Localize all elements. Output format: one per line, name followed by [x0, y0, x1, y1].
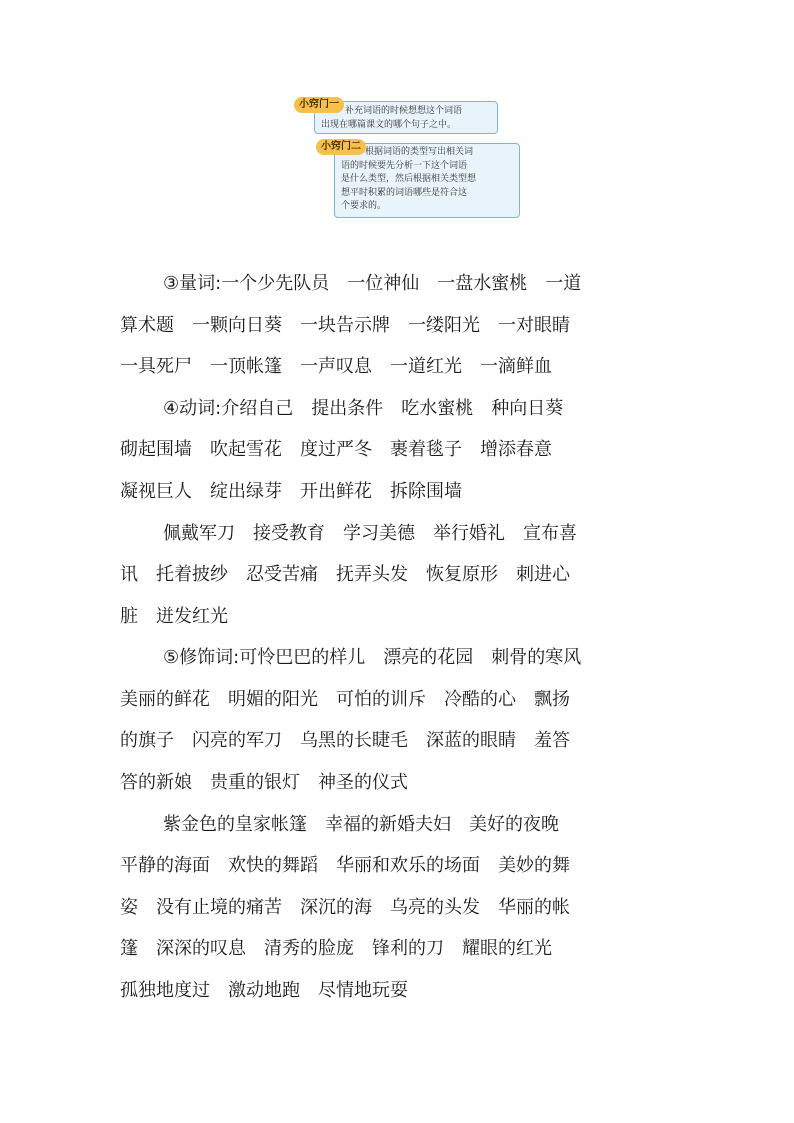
verbs-line: 砌起围墙 吹起雪花 度过严冬 裹着毯子 增添春意: [120, 439, 552, 460]
tip-two-line: 想平时积累的词语哪些是符合这: [341, 187, 468, 198]
verbs-line: 脏 迸发红光: [120, 606, 228, 627]
tip-two-line: 根据词语的类型写出相关词: [365, 147, 474, 157]
verbs-line: 讯 托着披纱 忍受苦痛 抚弄头发 恢复原形 刺进心: [120, 564, 570, 585]
modifiers-line: 紫金色的皇家帐篷 幸福的新婚夫妇 美好的夜晚: [163, 814, 559, 835]
modifiers-line: ⑤修饰词:可怜巴巴的样儿 漂亮的花园 刺骨的寒风: [163, 647, 582, 668]
tip-two-line: 个要求的。: [341, 201, 387, 211]
modifiers-line: 答的新娘 贵重的银灯 神圣的仪式: [120, 772, 408, 793]
modifiers-line: 篷 深深的叹息 清秀的脸庞 锋利的刀 耀眼的红光: [120, 938, 552, 959]
measure-words-line: ③量词:一个少先队员 一位神仙 一盘水蜜桃 一道: [163, 273, 582, 294]
modifiers-line: 的旗子 闪亮的军刀 乌黑的长睫毛 深蓝的眼睛 羞答: [120, 730, 570, 751]
modifiers-line: 姿 没有止境的痛苦 深沉的海 乌亮的头发 华丽的帐: [120, 897, 570, 918]
modifiers-line: 孤独地度过 激动地跑 尽情地玩耍: [120, 980, 408, 1001]
tip-two-box: [334, 143, 520, 218]
verbs-line: ④动词:介绍自己 提出条件 吃水蜜桃 种向日葵: [163, 398, 564, 419]
modifiers-line: 美丽的鲜花 明媚的阳光 可怕的训斥 冷酷的心 飘扬: [120, 689, 570, 710]
verbs-line: 凝视巨人 绽出绿芽 开出鲜花 拆除围墙: [120, 481, 462, 502]
measure-words-line: 一具死尸 一顶帐篷 一声叹息 一道红光 一滴鲜血: [120, 356, 552, 377]
tip-one-line: 补充词语的时候想想这个词语: [345, 106, 463, 116]
tip-two-label: 小窍门二: [316, 139, 366, 155]
measure-words-line: 算术题 一颗向日葵 一块告示牌 一缕阳光 一对眼睛: [120, 315, 570, 336]
modifiers-line: 平静的海面 欢快的舞蹈 华丽和欢乐的场面 美妙的舞: [120, 855, 570, 876]
tip-two-line: 是什么类型，然后根据相关类型想: [341, 174, 477, 184]
tip-one-label: 小窍门一: [294, 97, 344, 113]
tip-two-line: 语的时候要先分析一下这个词语: [341, 160, 468, 171]
verbs-line: 佩戴军刀 接受教育 学习美德 举行婚礼 宣布喜: [163, 523, 577, 544]
tip-one-line: 出现在哪篇课文的哪个句子之中。: [321, 119, 457, 130]
